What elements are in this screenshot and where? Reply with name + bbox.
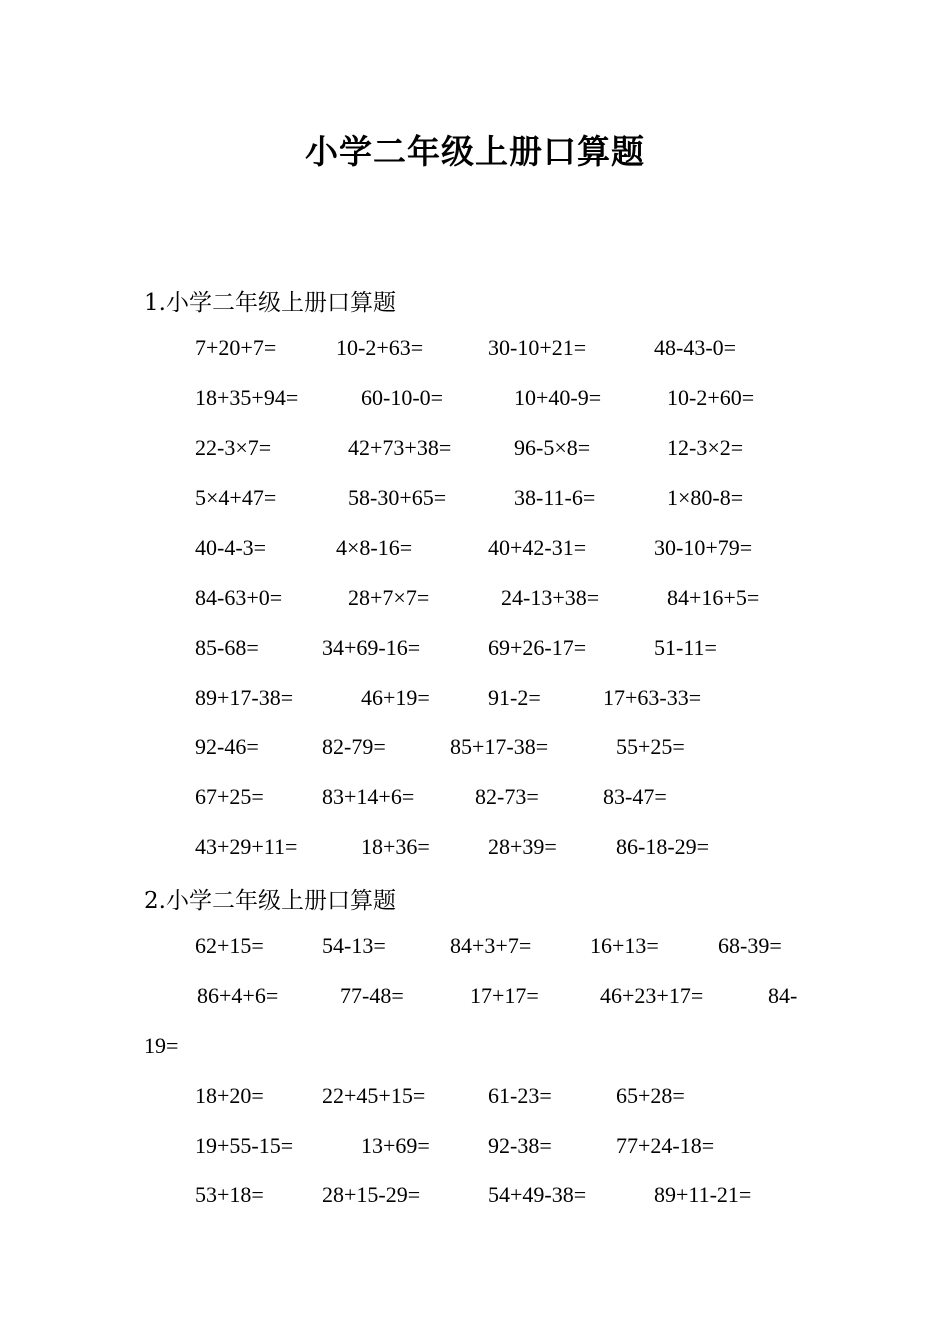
problem: 22+45+15= (322, 1083, 426, 1108)
problem-wrap-fragment: 19= (144, 1033, 179, 1058)
problem: 77-48= (340, 983, 404, 1008)
problem: 24-13+38= (501, 585, 600, 610)
problem: 53+18= (195, 1182, 264, 1207)
problem: 69+26-17= (488, 635, 587, 660)
problem: 85-68= (195, 635, 259, 660)
problem: 38-11-6= (514, 485, 596, 510)
problem: 17+17= (470, 983, 539, 1008)
problem: 84+3+7= (450, 933, 532, 958)
problem: 28+7×7= (348, 585, 430, 610)
problem: 18+36= (361, 834, 430, 859)
problem: 17+63-33= (603, 685, 702, 710)
problem: 67+25= (195, 784, 264, 809)
problem: 92-38= (488, 1133, 552, 1158)
problem: 89+11-21= (654, 1182, 752, 1207)
problem: 84+16+5= (667, 585, 760, 610)
problem: 83+14+6= (322, 784, 415, 809)
problem: 40-4-3= (195, 535, 267, 560)
problem: 40+42-31= (488, 535, 587, 560)
problem: 10+40-9= (514, 385, 602, 410)
problem: 48-43-0= (654, 335, 737, 360)
problem: 5×4+47= (195, 485, 277, 510)
problem: 54-13= (322, 933, 386, 958)
problem: 54+49-38= (488, 1182, 587, 1207)
problem: 18+35+94= (195, 385, 299, 410)
problem: 42+73+38= (348, 435, 452, 460)
problem: 65+28= (616, 1083, 685, 1108)
problem: 46+23+17= (600, 983, 704, 1008)
problem: 91-2= (488, 685, 541, 710)
problem: 19+55-15= (195, 1133, 294, 1158)
section-1-heading: 1.小学二年级上册口算题 (144, 290, 396, 316)
problem: 58-30+65= (348, 485, 447, 510)
problem: 10-2+63= (336, 335, 424, 360)
problem: 83-47= (603, 784, 667, 809)
problem: 60-10-0= (361, 385, 444, 410)
problem: 30-10+21= (488, 335, 587, 360)
problem: 77+24-18= (616, 1133, 715, 1158)
problem: 96-5×8= (514, 435, 591, 460)
problem: 51-11= (654, 635, 717, 660)
problem: 68-39= (718, 933, 782, 958)
problem: 16+13= (590, 933, 659, 958)
problem: 10-2+60= (667, 385, 755, 410)
problem: 13+69= (361, 1133, 430, 1158)
problem: 22-3×7= (195, 435, 272, 460)
problem: 7+20+7= (195, 335, 277, 360)
problem: 61-23= (488, 1083, 552, 1108)
problem: 34+69-16= (322, 635, 421, 660)
problem: 82-79= (322, 734, 386, 759)
problem: 43+29+11= (195, 834, 298, 859)
problem: 30-10+79= (654, 535, 753, 560)
problem: 89+17-38= (195, 685, 294, 710)
problem: 28+39= (488, 834, 557, 859)
problem: 85+17-38= (450, 734, 549, 759)
problem: 82-73= (475, 784, 539, 809)
problem: 28+15-29= (322, 1182, 421, 1207)
problem: 92-46= (195, 734, 259, 759)
page-title: 小学二年级上册口算题 (305, 132, 645, 171)
problem: 86+4+6= (197, 983, 279, 1008)
problem: 86-18-29= (616, 834, 710, 859)
problem: 4×8-16= (336, 535, 413, 560)
problem: 46+19= (361, 685, 430, 710)
problem: 62+15= (195, 933, 264, 958)
problem: 84-63+0= (195, 585, 283, 610)
problem: 12-3×2= (667, 435, 744, 460)
problem: 84- (768, 983, 798, 1008)
problem: 18+20= (195, 1083, 264, 1108)
problem: 1×80-8= (667, 485, 744, 510)
section-2-heading: 2.小学二年级上册口算题 (144, 888, 396, 914)
problem: 55+25= (616, 734, 685, 759)
